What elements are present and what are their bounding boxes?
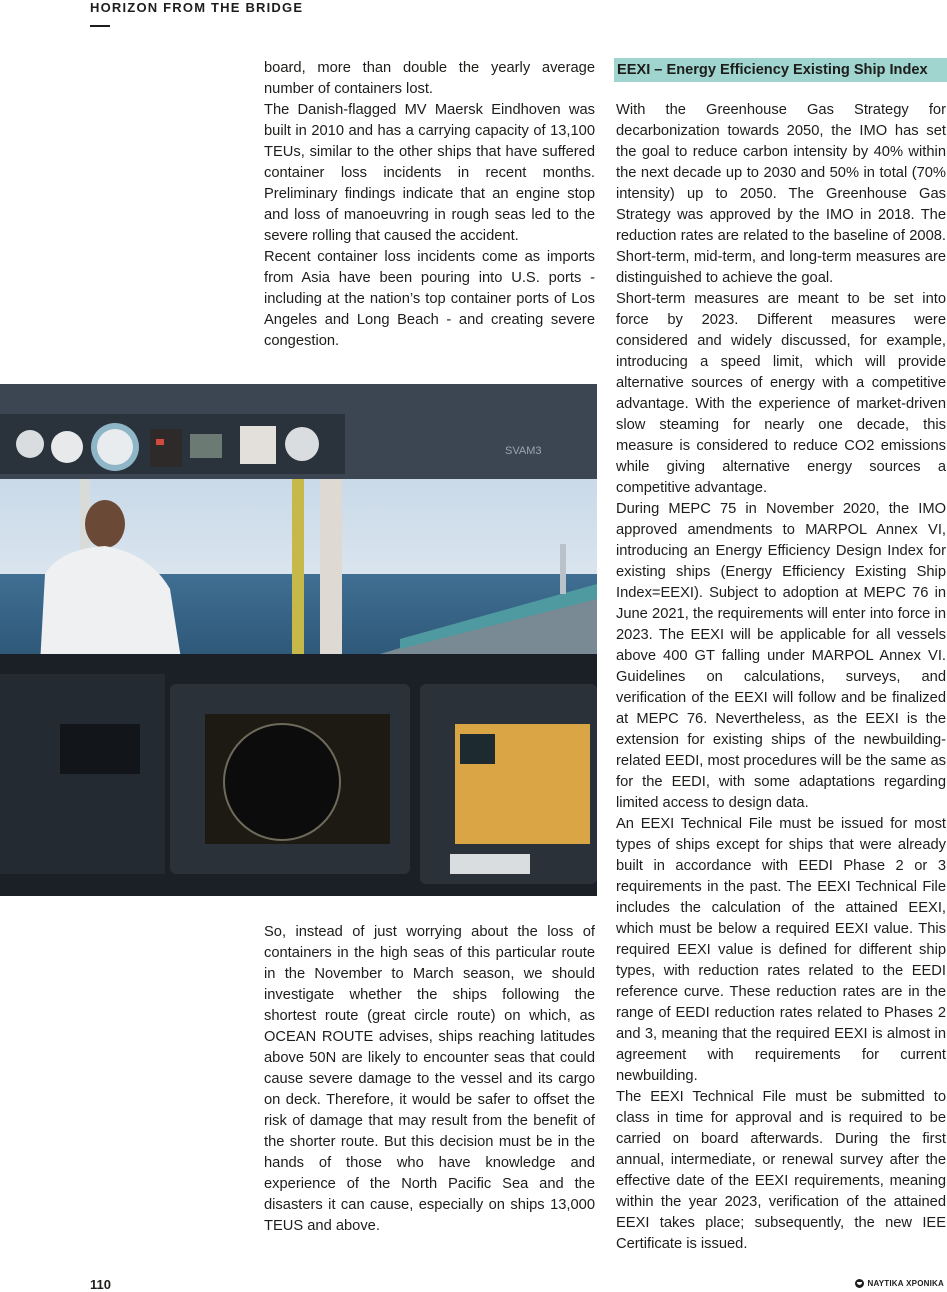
panel-label: SVAM3 (505, 445, 542, 457)
brand-logo-icon (855, 1279, 864, 1288)
brand-name: ΝΑΥΤΙΚΑ ΧΡΟΝΙΚΑ (867, 1279, 944, 1288)
paragraph: An EEXI Technical File must be issued for most types of ships except for ships that were already built in accordance with EEDI Phase 2 or 3 requirements in the past. The EEXI Technical File includes the calculation of the attained EEXI, which must be below a required EEXI value. This required EEXI value is defined for different ship types, with reduction rates related to the EEDI reference curve. These reduction rates are in the range of EEDI reduction rates related to Phases 2 and 3, meaning that the required EEXI is almost in agreement with requirements for current newbuilding. (616, 816, 946, 1084)
right-column (616, 100, 946, 1255)
paragraph: board, more than double the yearly average number of containers lost. (264, 60, 595, 97)
paragraph: Recent container loss incidents come as imports from Asia have been pouring into U.S. ports - including at the nation’s top container ports of Los Angeles and Long Beach - and creating severe congestion. (264, 249, 595, 349)
paragraph: The Danish-flagged MV Maersk Eindhoven was built in 2010 and has a carrying capacity of 13,100 TEUs, similar to the other ships that have suffered container loss incidents in recent months. Preliminary findings indicate that an engine stop and loss of manoeuvring in rough seas led to the severe rolling that caused the accident. (264, 102, 595, 244)
left-column-top (264, 58, 595, 352)
left-column-bottom (264, 922, 595, 1237)
paragraph: With the Greenhouse Gas Strategy for decarbonization towards 2050, the IMO has set the goal to reduce carbon intensity by 40% within the next decade up to 2030 and 50% in total (70% intensity) up to 2050. The Greenhouse Gas Strategy was approved by the IMO in 2018. The reduction rates are related to the baseline of 2008. Short-term, mid-term, and long-term measures are distinguished to achieve the goal. (616, 102, 946, 286)
paragraph: During MEPC 75 in November 2020, the IMO approved amendments to MARPOL Annex VI, introducing an Energy Efficiency Design Index for existing ships (Energy Efficiency Existing Ship Index=EEXI). Subject to adoption at MEPC 76 in June 2021, the requirements will enter into force in 2023. The EEXI will be applicable for all vessels above 400 GT falling under MARPOL Annex VI. Guidelines on calculations, surveys, and verification of the EEXI will follow and be finalized at MEPC 76. Nevertheless, as the EEXI is the extension for existing ships of the newbuilding-related EEDI, most procedures will be the same as for the EEDI, with some adaptations regarding limited access to design data. (616, 501, 946, 811)
paragraph: The EEXI Technical File must be submitted to class in time for approval and is required to be carried on board afterwards. During the first annual, intermediate, or renewal survey after the effective date of the EEXI requirements, meaning within the year 2023, verification of the attained EEXI takes place; subsequently, the new IEE Certificate is issued. (616, 1089, 946, 1252)
publication-brand (855, 1279, 945, 1288)
paragraph: So, instead of just worrying about the loss of containers in the high seas of this particular route in the November to March season, we should investigate whether the ships following the shortest route (great circle route) on which, as OCEAN ROUTE advises, ships reaching latitudes above 50N are likely to encounter seas that could cause severe damage to the vessel and its cargo on deck. Therefore, it would be safer to offset the risk of damage that may result from the benefit of the shorter route. But this decision must be in the hands of those who have knowledge and experience of the North Pacific Sea and the disasters it can cause, especially on ships 13,000 TEUS and above. (264, 924, 595, 1234)
header-divider (90, 25, 110, 27)
section-header: HORIZON FROM THE BRIDGE (90, 0, 304, 15)
page-number: 110 (90, 1277, 111, 1292)
section-heading-eexi: EEXI – Energy Efficiency Existing Ship Index (614, 58, 947, 82)
ship-bridge-photo (0, 384, 597, 896)
paragraph: Short-term measures are meant to be set into force by 2023. Different measures were considered and widely discussed, for example, introducing a speed limit, which will provide alternative sources of energy with a competitive advantage. With the experience of market-driven slow steaming for nearly one decade, this measure is considered to reduce CO2 emissions while giving alternative energy sources a competitive advantage. (616, 291, 946, 496)
